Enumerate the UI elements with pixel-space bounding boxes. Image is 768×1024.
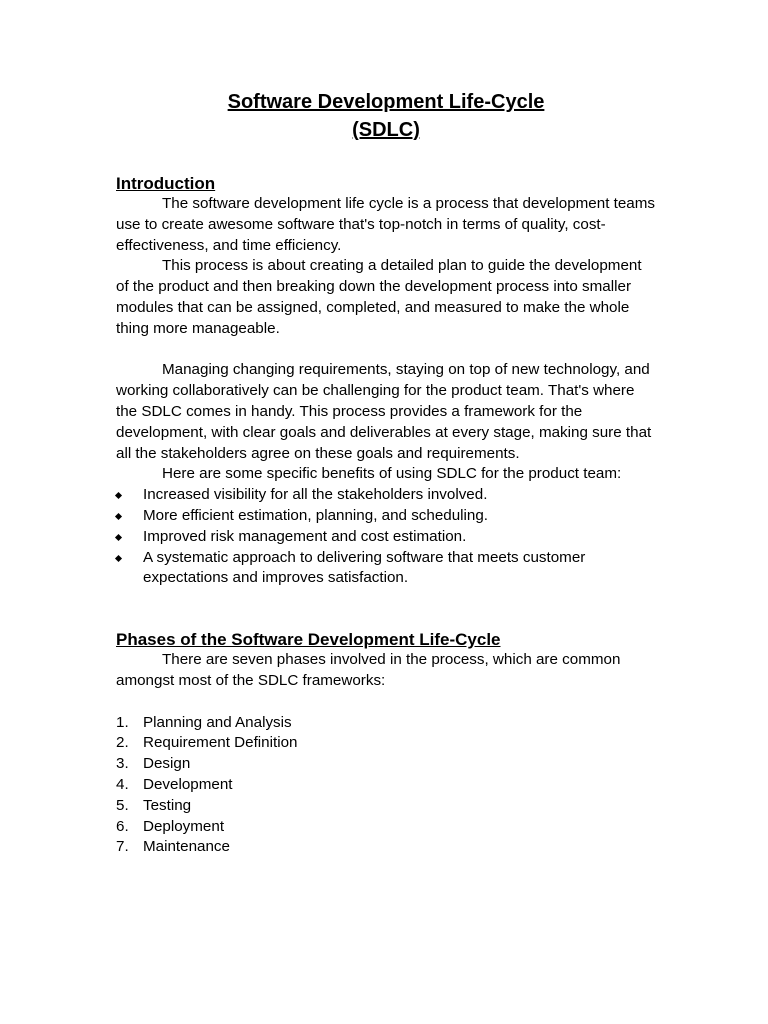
benefit-text: Increased visibility for all the stakeholders involved. (143, 486, 488, 504)
diamond-bullet-icon (115, 555, 122, 562)
phases-list (116, 713, 656, 859)
phases-intro-paragraph: There are seven phases involved in the process, which are common amongst most of the SDLC frameworks: (116, 651, 621, 689)
benefit-text: Improved risk management and cost estimation. (143, 527, 467, 545)
phase-number: 2. (116, 734, 129, 752)
phase-item-2 (116, 733, 656, 754)
benefit-item-4 (116, 548, 656, 590)
phase-number: 3. (116, 755, 129, 773)
benefit-item-3 (116, 527, 656, 548)
intro-paragraph-2: This process is about creating a detailed plan to guide the development of the product and then breaking down the development process into smaller modules that can be assigned, completed, and measured to make the whole thing more manageable. (116, 257, 642, 337)
phase-label: Design (143, 755, 191, 773)
phase-item-1 (116, 713, 656, 734)
phase-number: 6. (116, 817, 129, 835)
benefit-item-1 (116, 485, 656, 506)
diamond-bullet-icon (115, 492, 122, 499)
phase-label: Requirement Definition (143, 734, 298, 752)
phase-number: 1. (116, 713, 129, 731)
document-page (116, 88, 656, 858)
phase-number: 4. (116, 775, 129, 793)
introduction-heading: Introduction (116, 174, 216, 193)
intro-paragraph-3: Managing changing requirements, staying on top of new technology, and working collaboratively can be challenging for the product team. That's where the SDLC comes in handy. This process provides a framework for the development, with clear goals and deliverables at every stage, making sure that all the stakeholders agree on these goals and requirements. (116, 361, 652, 462)
phase-number: 5. (116, 796, 129, 814)
phase-label: Testing (143, 796, 192, 814)
document-title-line-1: Software Development Life-Cycle (227, 91, 545, 113)
phase-label: Maintenance (143, 838, 230, 856)
paragraph-gap (116, 692, 656, 713)
document-title-line-2: (SDLC) (352, 119, 420, 141)
document-title (116, 88, 656, 144)
phase-label: Planning and Analysis (143, 713, 292, 731)
benefit-text: More efficient estimation, planning, and scheduling. (143, 506, 489, 524)
phases-heading: Phases of the Software Development Life-Cycle (116, 630, 501, 650)
benefit-text: A systematic approach to delivering software that meets customer expectations and improves satisfaction. (143, 548, 586, 587)
phase-item-5 (116, 796, 656, 817)
benefit-item-2 (116, 506, 656, 527)
benefits-list (116, 485, 656, 589)
intro-paragraph-4: Here are some specific benefits of using SDLC for the product team: (162, 465, 622, 483)
diamond-bullet-icon (115, 513, 122, 520)
paragraph-gap (116, 340, 656, 361)
phase-item-3 (116, 754, 656, 775)
phase-item-7 (116, 837, 656, 858)
intro-paragraph-1: The software development life cycle is a process that development teams use to create awesome software that's top-notch in terms of quality, cost-effectiveness, and time efficiency. (116, 195, 655, 254)
phase-item-4 (116, 775, 656, 796)
phase-number: 7. (116, 838, 129, 856)
phase-label: Deployment (143, 817, 225, 835)
phase-label: Development (143, 775, 233, 793)
phase-item-6 (116, 817, 656, 838)
diamond-bullet-icon (115, 534, 122, 541)
